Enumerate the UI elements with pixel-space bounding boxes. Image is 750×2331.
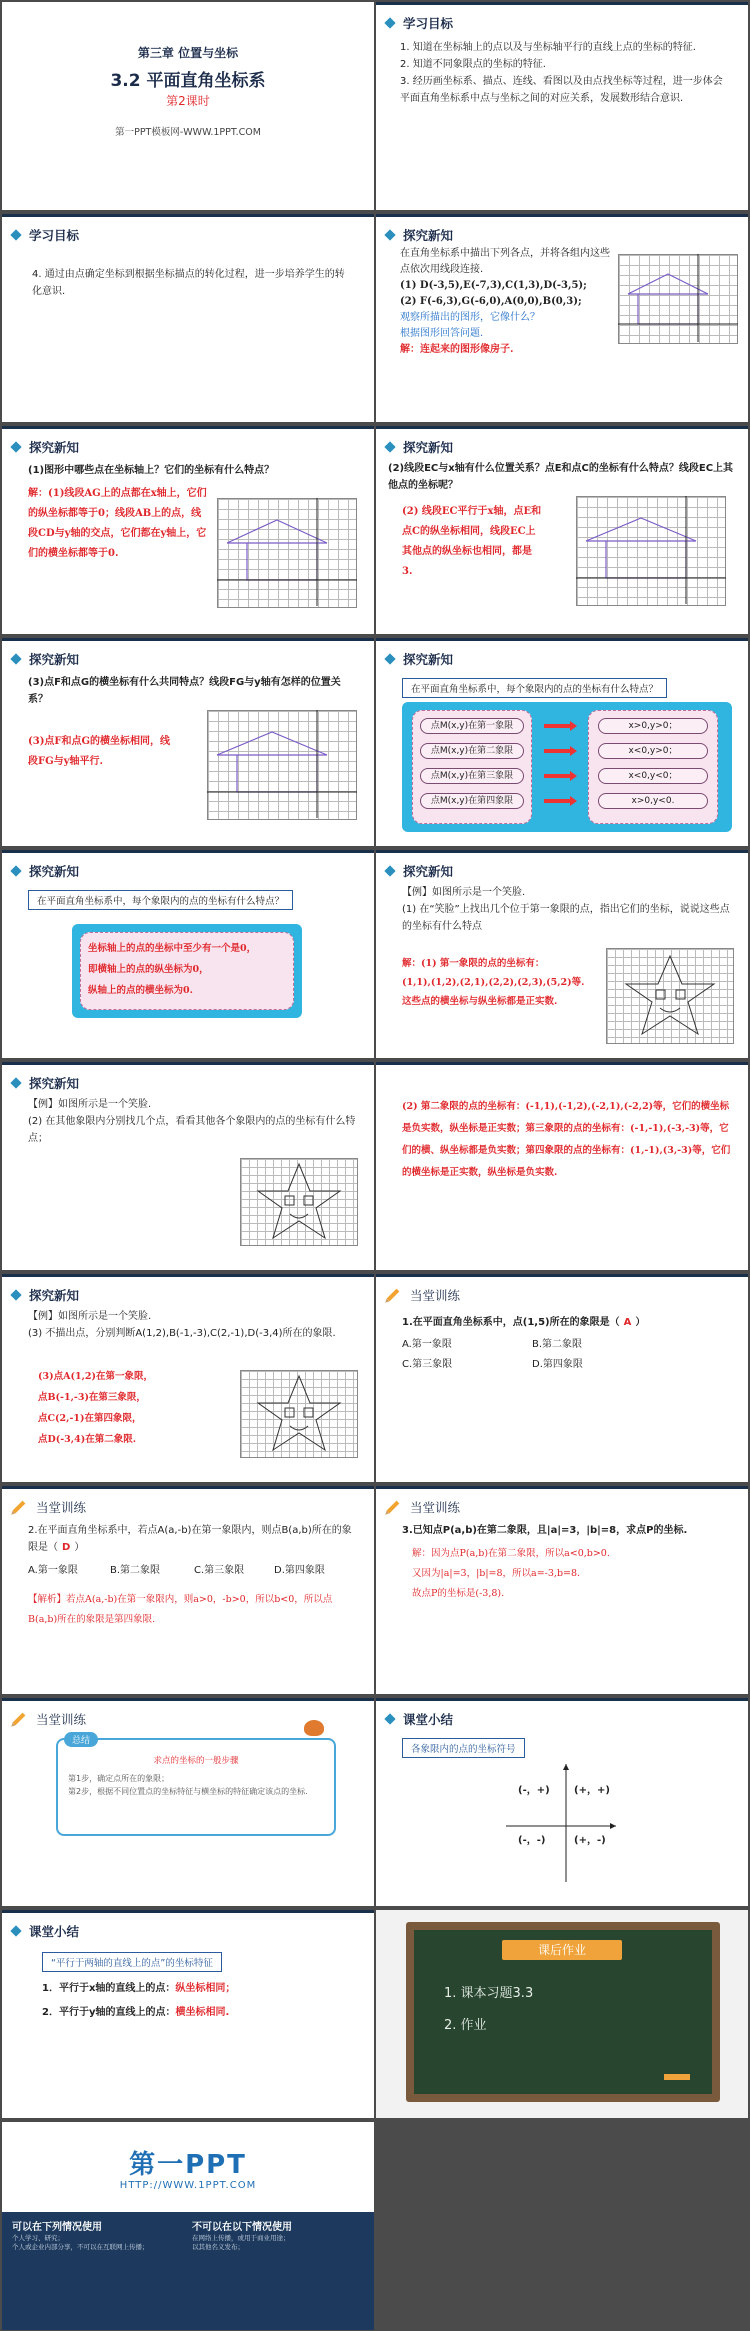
question-2: 根据图形回答问题. <box>400 328 484 339</box>
answer-line-4: 点D(-3,4)在第二象限. <box>38 1434 137 1445</box>
chalk-icon <box>664 2074 690 2080</box>
slide-explore-5 <box>376 638 748 846</box>
example-label: 【例】如图所示是一个笑脸. <box>402 887 526 898</box>
objective-2: 2. 知道不同象限点的坐标的特征. <box>400 59 546 70</box>
house-figure <box>217 498 357 608</box>
smiley-star-figure <box>240 1158 358 1246</box>
quadrant-1-sign: (+，+) <box>574 1785 610 1796</box>
question-box: 在平面直角坐标系中，每个象限内的点的坐标有什么特点？ <box>28 890 293 910</box>
header-bar <box>376 638 748 641</box>
header-bar <box>376 1274 748 1277</box>
summary-title: 求点的坐标的一般步骤 <box>153 1756 239 1766</box>
diamond-icon <box>384 17 395 28</box>
option-d: D.第四象限 <box>532 1359 583 1370</box>
answer-line-3: 点C(2,-1)在第四象限， <box>38 1413 142 1424</box>
header-bar <box>2 1274 374 1277</box>
answer: (3)点F和点G的横坐标相同，线段FG与y轴平行. <box>28 736 171 767</box>
diamond-icon <box>384 1713 395 1724</box>
slide-practice-2 <box>2 1486 374 1694</box>
header-bar <box>2 1698 374 1701</box>
site-label: 第一PPT模板网-WWW.1PPT.COM <box>115 127 261 138</box>
option-b: B.第二象限 <box>532 1339 583 1350</box>
can-use-2: 个人或企业内部分享，不可以在互联网上传播； <box>12 2243 149 2251</box>
header-bar <box>376 1062 748 1065</box>
slide-objectives-2 <box>2 214 374 422</box>
slide-practice-1 <box>376 1274 748 1482</box>
quadrant-4-sign: x>0,y<0. <box>598 793 708 809</box>
answer-line-3: 纵轴上的点的横坐标为0. <box>88 985 193 996</box>
arrow-right-icon <box>544 721 580 731</box>
objective-1: 1. 知道在坐标轴上的点以及与坐标轴平行的直线上点的坐标的特征. <box>400 42 696 53</box>
slide-heading: 探究新知 <box>386 438 453 456</box>
slide-practice-4 <box>2 1698 374 1906</box>
solution-line-2: 又因为|a|=3，|b|=8，所以a=-3,b=8. <box>412 1568 581 1579</box>
cartoon-icon <box>304 1720 324 1736</box>
slide-heading: 当堂训练 <box>12 1710 86 1728</box>
header-bar <box>376 1698 748 1701</box>
answer: 解：连起来的图形像房子. <box>400 344 514 355</box>
summary-step-1: 第1步，确定点所在的象限； <box>68 1774 170 1783</box>
answer-choice: A <box>623 1317 632 1328</box>
pencil-icon <box>13 1713 26 1726</box>
diamond-icon <box>384 653 395 664</box>
option-c: C.第三象限 <box>194 1565 245 1576</box>
example-label: 【例】如图所示是一个笑脸. <box>28 1311 152 1322</box>
answer-line-1: (3)点A(1,2)在第一象限， <box>38 1371 153 1382</box>
header-bar <box>2 638 374 641</box>
slide-homework <box>376 1910 748 2118</box>
question-box: 在平面直角坐标系中，每个象限内的点的坐标有什么特点？ <box>402 678 667 698</box>
slide-summary-1 <box>376 1698 748 1906</box>
smiley-star-figure <box>240 1370 358 1458</box>
cannot-use-title: 不可以在以下情况使用 <box>192 2222 292 2233</box>
example-question: (2) 在其他象限内分别找几个点，看看其他各个象限内的点的坐标有什么特点； <box>28 1116 356 1144</box>
slide-explore-10 <box>2 1274 374 1482</box>
example-question: (3) 不描出点，分别判断A(1,2),B(-1,-3),C(2,-1),D(-3,4)所在的象限. <box>28 1328 336 1339</box>
slide-explore-8 <box>2 1062 374 1270</box>
pencil-icon <box>387 1501 400 1514</box>
chapter-title: 第三章 位置与坐标 <box>137 46 239 60</box>
slide-heading: 探究新知 <box>12 650 79 668</box>
header-bar <box>376 426 748 429</box>
pencil-icon <box>387 1289 400 1302</box>
slide-heading: 探究新知 <box>386 650 453 668</box>
slide-heading: 学习目标 <box>386 14 453 32</box>
answer: (2) 第二象限的点的坐标有：(-1,1),(-1,2),(-2,1),(-2,2)等，它们的横坐标是负实数，纵坐标是正实数；第三象限的点的坐标有：(-1,-1),(-3,-3)等，它们的横、纵坐标都是负实数；第四象限的点的坐标有：(1,-1),(3,-3)等，它们的横坐标是正实数，纵坐标是负实数. <box>402 1101 731 1178</box>
slide-heading: 探究新知 <box>386 862 453 880</box>
question: (1)图形中哪些点在坐标轴上？它们的坐标有什么特点？ <box>28 465 275 476</box>
question: 观察所描出的图形，它像什么？ <box>400 312 540 323</box>
slide-explore-4 <box>2 638 374 846</box>
option-a: A.第一象限 <box>28 1565 78 1576</box>
diamond-icon <box>10 1925 21 1936</box>
can-use-1: 个人学习、研究； <box>12 2234 64 2242</box>
slide-explore-1 <box>376 214 748 422</box>
header-bar <box>2 1062 374 1065</box>
option-c: C.第三象限 <box>402 1359 453 1370</box>
quadrant-1-sign: x>0,y>0； <box>598 718 708 734</box>
header-bar <box>2 214 374 217</box>
slide-heading: 当堂训练 <box>12 1498 86 1516</box>
period-label: 第2课时 <box>166 94 210 108</box>
diamond-icon <box>10 1289 21 1300</box>
slide-heading: 探究新知 <box>12 862 79 880</box>
option-a: A.第一象限 <box>402 1339 452 1350</box>
header-bar <box>2 1910 374 1913</box>
quadrant-2-label: 点M(x,y)在第二象限 <box>420 743 524 759</box>
quadrant-1-label: 点M(x,y)在第一象限 <box>420 718 524 734</box>
header-bar <box>376 1486 748 1489</box>
house-figure <box>618 254 738 344</box>
slide-explore-2 <box>2 426 374 634</box>
homework-item-1: 1. 课本习题3.3 <box>444 1986 534 2001</box>
arrow-right-icon <box>544 746 580 756</box>
answer-line-1: 坐标轴上的点的坐标中至少有一个是0， <box>88 943 257 954</box>
quadrant-4-label: 点M(x,y)在第四象限 <box>420 793 524 809</box>
quadrant-3-label: 点M(x,y)在第三象限 <box>420 768 524 784</box>
arrow-right-icon <box>544 796 580 806</box>
point-group-2: (2) F(-6,3),G(-6,0),A(0,0),B(0,3); <box>400 296 582 307</box>
homework-title: 课后作业 <box>502 1940 622 1960</box>
smiley-star-figure <box>606 948 734 1044</box>
slide-heading: 课堂小结 <box>12 1922 79 1940</box>
lesson-title: 3.2 平面直角坐标系 <box>110 71 266 91</box>
objective-3: 3. 经历画坐标系、描点、连线、看图以及由点找坐标等过程，进一步体会平面直角坐标系中点与坐标之间的对应关系，发展数形结合意识. <box>400 76 723 104</box>
diamond-icon <box>384 229 395 240</box>
rule-1: 1．平行于x轴的直线上的点：纵坐标相同； <box>42 1983 236 1994</box>
diamond-icon <box>384 865 395 876</box>
house-figure <box>576 496 726 606</box>
header-bar <box>2 850 374 853</box>
header-bar <box>376 214 748 217</box>
option-b: B.第二象限 <box>110 1565 161 1576</box>
slide-heading: 当堂训练 <box>386 1498 460 1516</box>
header-bar <box>376 2 748 5</box>
slide-title <box>2 2 374 210</box>
header-bar <box>2 1486 374 1489</box>
answer-choice: D <box>62 1542 71 1553</box>
analysis: 【解析】若点A(a,-b)在第一象限内，则a>0，-b>0，所以b<0，所以点B(a,b)所在的象限是第四象限. <box>28 1594 333 1625</box>
slide-objectives <box>376 2 748 210</box>
diamond-icon <box>384 441 395 452</box>
slide-heading: 课堂小结 <box>386 1710 453 1728</box>
slide-heading: 探究新知 <box>12 1286 79 1304</box>
answer-line-2: 即横轴上的点的纵坐标为0， <box>88 964 209 975</box>
slide-summary-2 <box>2 1910 374 2118</box>
slide-heading: 学习目标 <box>12 226 79 244</box>
header-bar <box>376 850 748 853</box>
footer-url: HTTP://WWW.1PPT.COM <box>119 2180 257 2191</box>
house-figure <box>207 710 357 820</box>
diamond-icon <box>10 865 21 876</box>
cannot-use-1: 在网络上传播，或用于商业用途； <box>192 2234 290 2242</box>
solution-line-3: 故点P的坐标是(-3,8). <box>412 1588 505 1599</box>
summary-tag: 总结 <box>64 1732 98 1747</box>
answer-line-1: 解：(1) 第一象限的点的坐标有： <box>402 958 545 969</box>
example-question: (1) 在“笑脸”上找出几个位于第一象限的点，指出它们的坐标，说说这些点的坐标有什么特点 <box>402 904 730 932</box>
quadrant-3-sign: (-，-) <box>518 1835 546 1846</box>
quadrant-2-sign: x<0,y>0； <box>598 743 708 759</box>
can-use-title: 可以在下列情况使用 <box>12 2222 102 2233</box>
diamond-icon <box>10 653 21 664</box>
slide-heading: 探究新知 <box>12 438 79 456</box>
slide-explore-7 <box>376 850 748 1058</box>
objective-4: 4. 通过由点确定坐标到根据坐标描点的转化过程，进一步培养学生的转化意识. <box>32 269 345 297</box>
question-3: 3.已知点P(a,b)在第二象限，且|a|=3，|b|=8，求点P的坐标. <box>402 1525 688 1536</box>
diamond-icon <box>10 1077 21 1088</box>
quadrant-3-sign: x<0,y<0； <box>598 768 708 784</box>
answer: 解：(1)线段AG上的点都在x轴上，它们的纵坐标都等于0；线段AB上的点，线段CD与y轴的交点，它们都在y轴上，它们的横坐标都等于0. <box>28 488 207 559</box>
slide-practice-3 <box>376 1486 748 1694</box>
arrow-right-icon <box>544 771 580 781</box>
footer-logo: 第一PPT <box>129 2150 247 2180</box>
cannot-use-2: 以其他名义发布； <box>192 2243 244 2251</box>
slide-explore-6 <box>2 850 374 1058</box>
header-bar <box>2 426 374 429</box>
instruction: 在直角坐标系中描出下列各点，并将各组内这些点依次用线段连接. <box>400 248 610 275</box>
option-d: D.第四象限 <box>274 1565 325 1576</box>
homework-item-2: 2. 作业 <box>444 2018 487 2033</box>
slide-footer <box>2 2122 374 2330</box>
question: (2)线段EC与x轴有什么位置关系？点E和点C的坐标有什么特点？线段EC上其他点的坐标呢？ <box>388 463 734 491</box>
solution-line-1: 解：因为点P(a,b)在第二象限，所以a<0,b>0. <box>412 1548 610 1559</box>
quadrant-2-sign: (-，+) <box>518 1785 550 1796</box>
slide-heading: 当堂训练 <box>386 1286 460 1304</box>
answer-line-2: 点B(-1,-3)在第三象限， <box>38 1392 146 1403</box>
pencil-icon <box>13 1501 26 1514</box>
question-1: 1.在平面直角坐标系中，点(1,5)所在的象限是（ A ） <box>402 1317 646 1328</box>
rule-2: 2．平行于y轴的直线上的点：横坐标相同. <box>42 2007 230 2018</box>
summary-step-2: 第2步，根据不同位置点的坐标特征与横坐标的特征确定该点的坐标. <box>68 1787 308 1796</box>
diamond-icon <box>10 229 21 240</box>
slide-explore-9 <box>376 1062 748 1270</box>
diamond-icon <box>10 441 21 452</box>
slide-explore-3 <box>376 426 748 634</box>
question: (3)点F和点G的横坐标有什么共同特点？线段FG与y轴有怎样的位置关系？ <box>28 677 341 705</box>
slide-heading: 探究新知 <box>386 226 453 244</box>
summary-card <box>56 1738 336 1836</box>
answer-line-3: 这些点的横坐标与纵坐标都是正实数. <box>402 996 558 1007</box>
question-2: 2.在平面直角坐标系中，若点A(a,-b)在第一象限内，则点B(a,b)所在的象限是（ D ） <box>28 1525 352 1553</box>
quadrant-4-sign: (+，-) <box>574 1835 606 1846</box>
slide-heading: 探究新知 <box>12 1074 79 1092</box>
summary-box: “平行于两轴的直线上的点”的坐标特征 <box>42 1952 222 1972</box>
answer: (2) 线段EC平行于x轴，点E和点C的纵坐标相同，线段EC上其他点的纵坐标也相同，都是3. <box>402 506 542 577</box>
answer-line-2: (1,1),(1,2),(2,1),(2,2),(2,3),(5,2)等. <box>402 977 585 988</box>
example-label: 【例】如图所示是一个笑脸. <box>28 1099 152 1110</box>
summary-box: 各象限内的点的坐标符号 <box>402 1738 525 1758</box>
point-group-1: (1) D(-3,5),E(-7,3),C(1,3),D(-3,5); <box>400 280 587 291</box>
